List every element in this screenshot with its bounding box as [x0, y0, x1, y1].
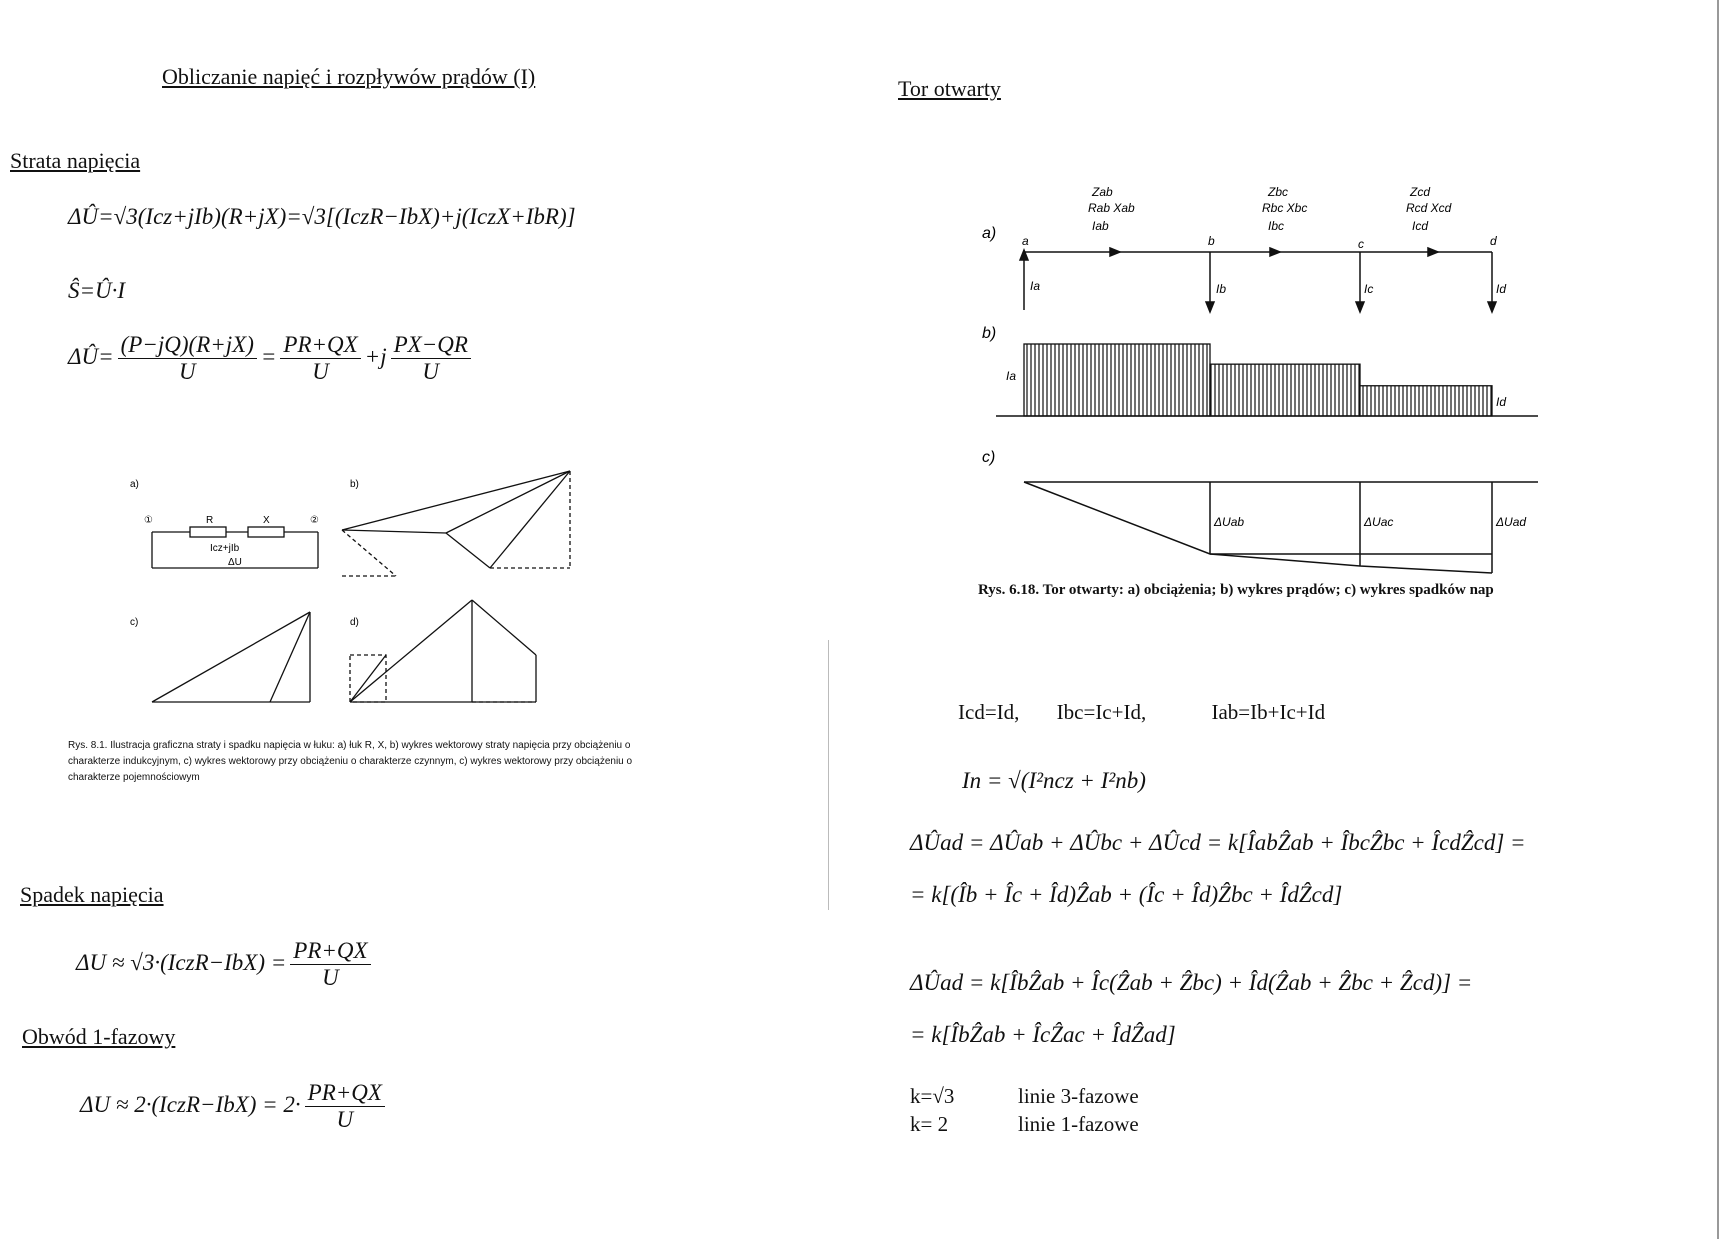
eq5-frac	[305, 1080, 385, 1133]
eq5-num: PR+QX	[305, 1080, 385, 1107]
eq5-den: U	[336, 1107, 354, 1132]
eq5-lhs: ΔU ≈ 2·(IczR−IbX) = 2·	[80, 1091, 301, 1117]
figure-8-1-caption: Rys. 8.1. Ilustracja graficzna straty i spadku napięcia w łuku: a) łuk R, X, b) wykres wektorowy straty napięcia przy obciążeniu o charakterze indukcyjnym, c) wykres wektorowy przy obciążeniu o charakterze czynnym, c) wykres wektorowy przy obciążeniu o charakterze pojemnościowym	[68, 740, 633, 783]
seg-bc-z: Zbc	[1268, 185, 1289, 199]
equation-drop-ad-3: ΔÛad = k[ÎbẐab + Îc(Ẑab + Ẑbc) + Îd(Ẑab + Ẑbc + Ẑcd)] =	[910, 970, 1473, 995]
current-icd: Icd=Id,	[958, 700, 1020, 724]
current-relations	[958, 700, 1325, 725]
load-d: Id	[1496, 282, 1507, 296]
left-page-title: Obliczanie napięć i rozpływów prądów (I)	[162, 64, 536, 89]
k-row-3phase	[910, 1082, 1139, 1110]
seg-ab-rx: Rab Xab	[1088, 201, 1135, 215]
k-value-1phase: k= 2	[910, 1112, 949, 1136]
node-b: b	[1208, 234, 1215, 248]
fig-label-r: R	[206, 515, 214, 526]
seg-cd-z: Zcd	[1410, 185, 1431, 199]
fig-label-x: X	[263, 515, 270, 526]
equation-drop-ad-2: = k[(Îb + Îc + Îd)Ẑab + (Îc + Îd)Ẑbc + ÎdẐcd]	[910, 882, 1343, 907]
fig-panel-b: b)	[350, 479, 359, 490]
equation-voltage-loss: ΔÛ=√3(Icz+jIb)(R+jX)=√3[(IczR−IbX)+j(IczX+IbR)]	[68, 204, 576, 229]
k-row-1phase	[910, 1110, 1139, 1138]
seg-bc-i: Ibc	[1268, 219, 1285, 233]
figure-6-18-caption: Rys. 6.18. Tor otwarty: a) obciążenia; b) wykres prądów; c) wykres spadków nap	[978, 582, 1494, 598]
current-iab: Iab=Ib+Ic+Id	[1211, 700, 1326, 724]
eq3-eq: =	[260, 343, 277, 369]
diag-panel-c: c)	[982, 449, 996, 466]
k-value-3phase: k=√3	[910, 1084, 955, 1108]
node-a: a	[1022, 234, 1029, 248]
eq4-frac	[290, 938, 370, 991]
fig-panel-c: c)	[130, 617, 139, 628]
obwod-heading: Obwód 1-fazowy	[22, 1024, 176, 1049]
equation-in: In = √(I²ncz + I²nb)	[962, 768, 1146, 793]
eq3-plus-j: +j	[364, 343, 387, 369]
k-desc-1phase: linie 1-fazowe	[1018, 1112, 1139, 1136]
current-step-2	[1210, 364, 1360, 416]
fig-panel-d: d)	[350, 617, 359, 628]
k-table	[910, 1082, 1139, 1138]
eq3-frac2-num: PR+QX	[280, 332, 360, 359]
node-c: c	[1358, 237, 1364, 251]
current-step-3	[1360, 386, 1492, 416]
equation-single-phase-drop	[80, 1080, 389, 1133]
seg-ab-i: Iab	[1092, 219, 1109, 233]
eq4-lhs: ΔU ≈ √3·(IczR−IbX) =	[76, 949, 287, 975]
seg-ab-z: Zab	[1092, 185, 1113, 199]
eq3-frac3-den: U	[422, 359, 440, 384]
eq4-num: PR+QX	[290, 938, 370, 965]
seg-cd-i: Icd	[1412, 219, 1429, 233]
open-line-diagram	[970, 180, 1550, 580]
eq3-frac3	[391, 332, 471, 385]
eq3-lhs: ΔÛ=	[68, 343, 114, 369]
drop-ab: ΔUab	[1214, 515, 1245, 529]
eq3-frac1-num: (P−jQ)(R+jX)	[118, 332, 257, 359]
fig-node-2: ②	[310, 515, 319, 526]
fig-panel-a: a)	[130, 479, 139, 490]
load-b: Ib	[1216, 282, 1227, 296]
right-page-title: Tor otwarty	[898, 76, 1001, 101]
fig-node-1: ①	[144, 515, 153, 526]
fig-label-current: Icz+jIb	[210, 543, 240, 554]
drop-ac: ΔUac	[1364, 515, 1394, 529]
scan-edge-right	[1717, 0, 1719, 1239]
strata-heading: Strata napięcia	[10, 148, 141, 173]
current-ibc: Ibc=Ic+Id,	[1056, 700, 1147, 724]
eq3-frac3-num: PX−QR	[391, 332, 471, 359]
equation-apparent-power: Ŝ=Û·I	[68, 278, 126, 303]
load-a: Ia	[1030, 279, 1041, 293]
seg-bc-rx: Rbc Xbc	[1262, 201, 1308, 215]
current-label-ia: Ia	[1006, 369, 1017, 383]
spadek-heading: Spadek napięcia	[20, 882, 164, 907]
eq4-den: U	[322, 965, 339, 990]
load-c: Ic	[1364, 282, 1374, 296]
equation-drop-ad-1: ΔÛad = ΔÛab + ΔÛbc + ΔÛcd = k[ÎabẐab + ÎbcẐbc + ÎcdẐcd] =	[910, 830, 1526, 855]
k-desc-3phase: linie 3-fazowe	[1018, 1084, 1139, 1108]
equation-drop-ad-4: = k[ÎbẐab + ÎcẐac + ÎdẐad]	[910, 1022, 1176, 1047]
diag-panel-a: a)	[982, 225, 997, 242]
eq3-frac1-den: U	[178, 359, 196, 384]
equation-voltage-loss-power	[68, 332, 475, 385]
node-d: d	[1490, 234, 1497, 248]
eq3-frac1	[118, 332, 257, 385]
eq3-frac2	[280, 332, 360, 385]
current-steps	[1024, 344, 1492, 416]
current-step-1	[1024, 344, 1210, 416]
seg-cd-rx: Rcd Xcd	[1406, 201, 1452, 215]
equation-voltage-drop	[76, 938, 375, 991]
diag-panel-b: b)	[982, 325, 997, 342]
scan-mark-left	[828, 640, 829, 910]
eq3-frac2-den: U	[312, 359, 329, 384]
fig-label-du: ΔU	[228, 557, 242, 568]
current-label-id: Id	[1496, 395, 1507, 409]
figure-vector-diagrams	[60, 465, 680, 745]
drop-ad: ΔUad	[1496, 515, 1527, 529]
